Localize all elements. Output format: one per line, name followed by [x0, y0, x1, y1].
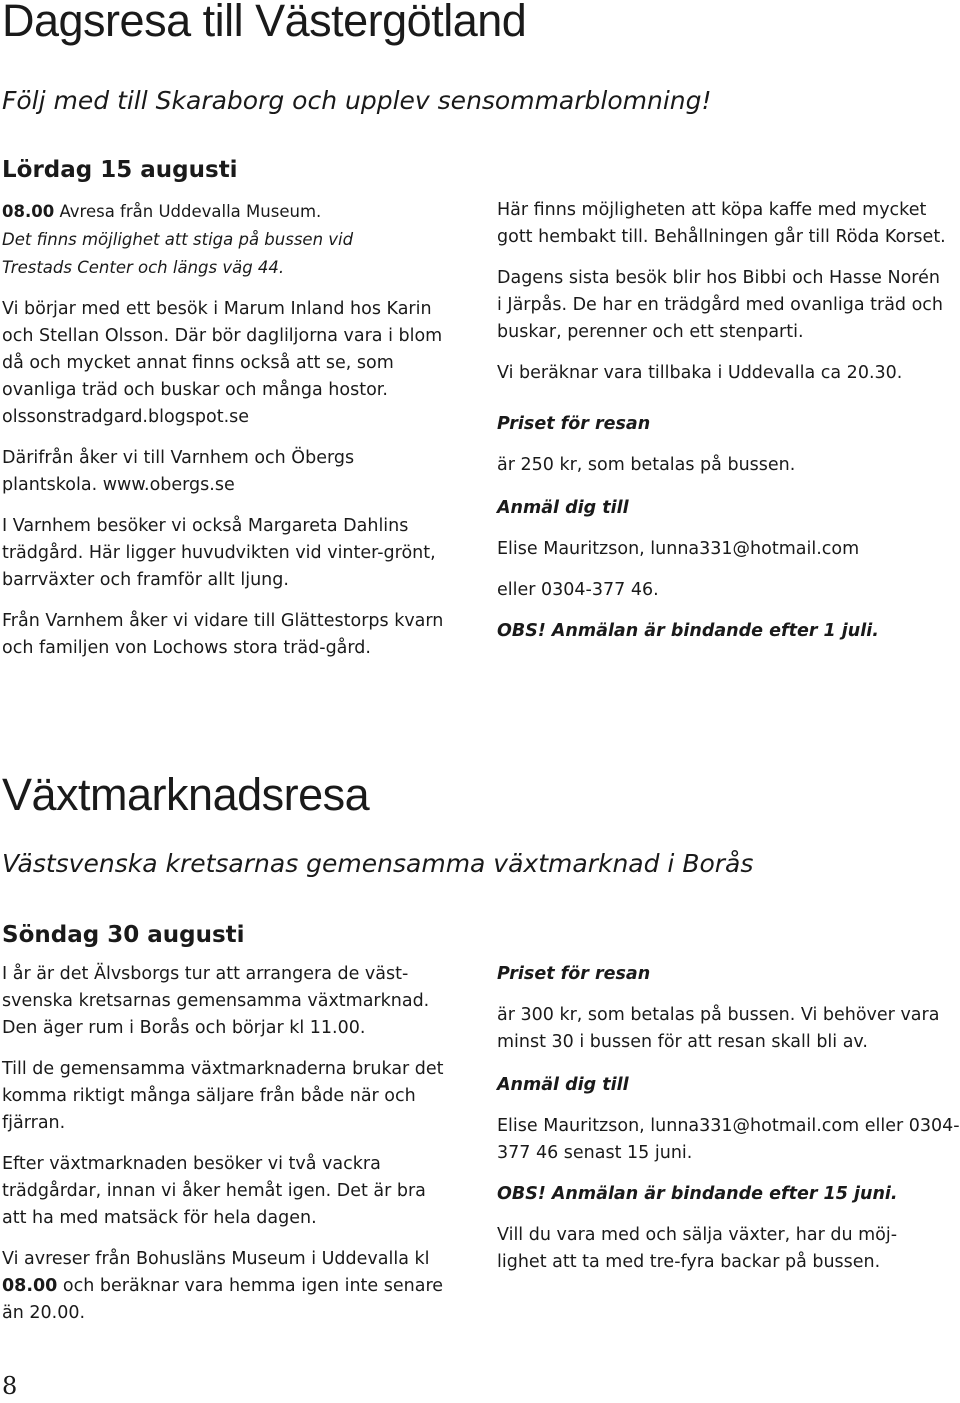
register-phone: eller 0304-377 46.	[497, 580, 659, 600]
obs-notice-2: OBS! Anmälan är bindande efter 15 juni.	[497, 1184, 898, 1204]
noren-paragraph: Dagens sista besök blir hos Bibbi och Hasse Norén i Järpås. De har en trädgård med ovanliga träd och buskar, perenner och ett stenparti.	[497, 268, 944, 342]
departure-line3: Trestads Center och längs väg 44.	[2, 258, 285, 277]
return-paragraph: Vi beräknar vara tillbaka i Uddevalla ca 20.30.	[497, 363, 903, 383]
saljare-paragraph: Till de gemensamma växtmarknaderna brukar det komma riktigt många säljare från både när och fjärran.	[2, 1059, 444, 1133]
obs-notice: OBS! Anmälan är bindande efter 1 juli.	[497, 621, 879, 641]
page-number: 8	[2, 1372, 18, 1400]
article2-title: Växtmarknadsresa	[2, 769, 370, 820]
article2-date: Söndag 30 augusti	[2, 922, 245, 948]
departure-line2: Det finns möjlighet att stiga på bussen vid	[2, 230, 354, 249]
glattestorps-paragraph: Från Varnhem åker vi vidare till Glättestorps kvarn och familjen von Lochows stora träd-gård.	[2, 611, 444, 658]
tradgardar-paragraph: Efter växtmarknaden besöker vi två vackra trädgårdar, innan vi åker hemåt igen. Det är bra att ha med matsäck för hela dagen.	[2, 1154, 426, 1228]
marum-paragraph: Vi börjar med ett besök i Marum Inland hos Karin och Stellan Olsson. Där bör dagliljorna vara i blom då och mycket annat finns också att se, som ovanliga träd och buskar och många hostor. olssonstradgard.blogspot.se	[2, 299, 443, 427]
price-text: är 250 kr, som betalas på bussen.	[497, 455, 796, 475]
article2-right-column	[497, 961, 960, 1276]
register-block	[497, 495, 957, 604]
register-text-2: Elise Mauritzson, lunna331@hotmail.com eller 0304-377 46 senast 15 juni.	[497, 1116, 960, 1163]
departure-text: Avresa från Uddevalla Museum.	[54, 202, 322, 221]
price-label-2: Priset för resan	[497, 964, 651, 984]
register-contact: Elise Mauritzson, lunna331@hotmail.com	[497, 539, 860, 559]
varnhem-paragraph: Därifrån åker vi till Varnhem och Öbergs plantskola. www.obergs.se	[2, 448, 355, 495]
dahlins-paragraph: I Varnhem besöker vi också Margareta Dahlins trädgård. Här ligger huvudvikten vid vinter-grönt, barrväxter och framför allt ljung.	[2, 516, 436, 590]
article2-left-column	[2, 961, 472, 1327]
article1-title: Dagsresa till Västergötland	[2, 0, 527, 46]
register-block-2	[497, 1072, 960, 1167]
avresa-text-before: Vi avreser från Bohusläns Museum i Uddevalla kl	[2, 1249, 430, 1269]
avresa-paragraph	[2, 1246, 464, 1327]
avresa-time: 08.00	[2, 1276, 58, 1296]
alvsborg-paragraph: I år är det Älvsborgs tur att arrangera de väst-svenska kretsarnas gemensamma växtmarknad. Den äger rum i Borås och börjar kl 11.00.	[2, 964, 430, 1038]
article1-left-column	[2, 198, 472, 662]
price-block	[497, 411, 957, 479]
article2-subtitle: Västsvenska kretsarnas gemensamma växtmarknad i Borås	[2, 849, 754, 878]
kaffe-paragraph: Här finns möjligheten att köpa kaffe med mycket gott hembakt till. Behållningen går till Röda Korset.	[497, 200, 946, 247]
article1-date: Lördag 15 augusti	[2, 157, 238, 183]
register-label-2: Anmäl dig till	[497, 1075, 629, 1095]
price-label: Priset för resan	[497, 414, 651, 434]
article1-right-column	[497, 197, 957, 645]
price-text-2: är 300 kr, som betalas på bussen. Vi behöver vara minst 30 i bussen för att resan skall bli av.	[497, 1005, 940, 1052]
departure-paragraph	[2, 198, 472, 282]
register-label: Anmäl dig till	[497, 498, 629, 518]
article1-subtitle: Följ med till Skaraborg och upplev sensommarblomning!	[2, 86, 712, 115]
price-block-2	[497, 961, 960, 1056]
salja-paragraph: Vill du vara med och sälja växter, har du möj-lighet att ta med tre-fyra backar på bussen.	[497, 1225, 898, 1272]
avresa-text-after: och beräknar vara hemma igen inte senare än 20.00.	[2, 1276, 444, 1323]
departure-time: 08.00	[2, 202, 55, 221]
